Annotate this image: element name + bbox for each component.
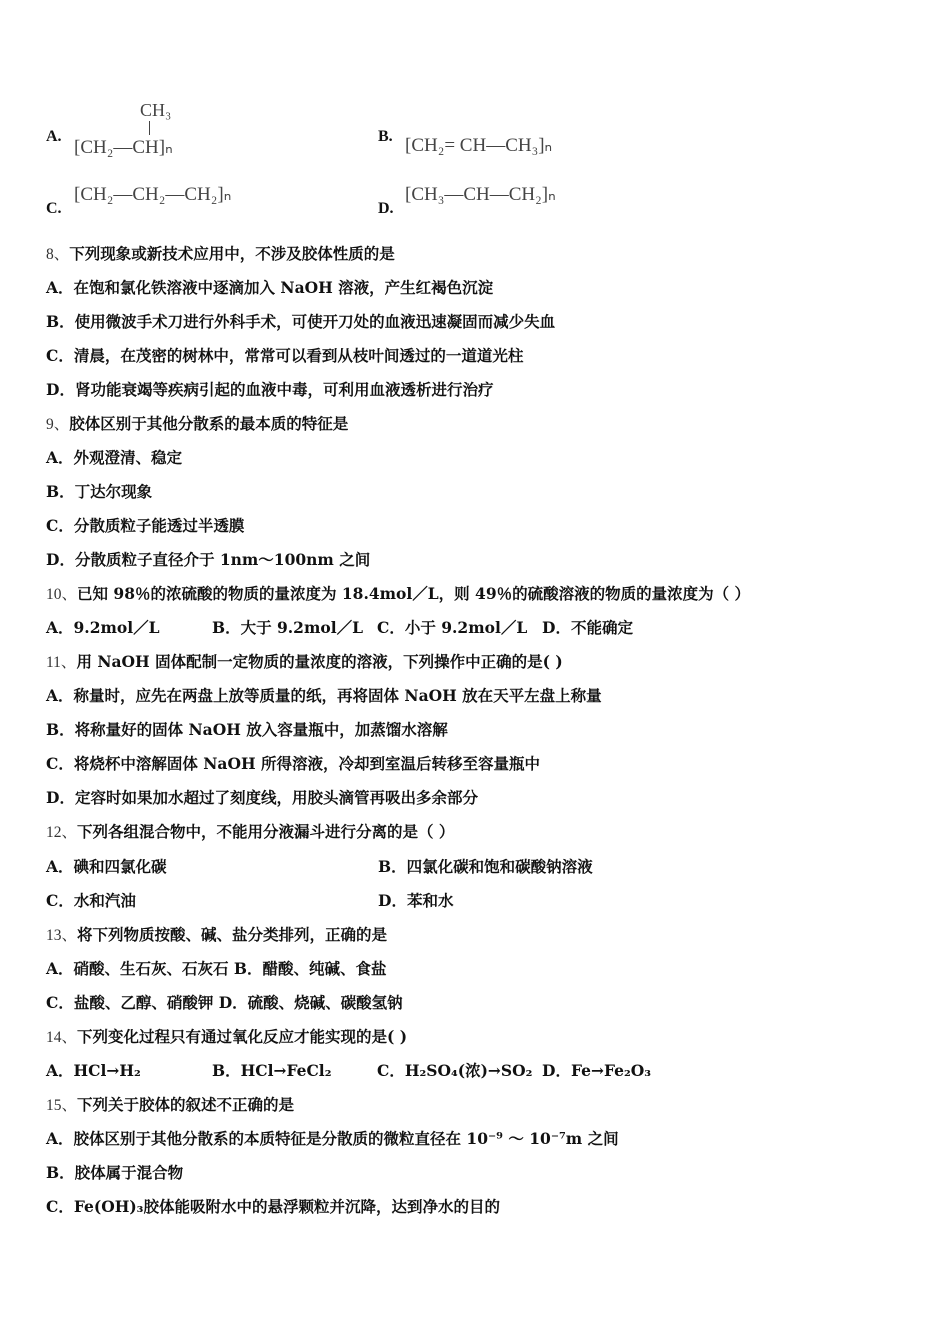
question-number: 14、: [46, 1029, 78, 1046]
question-stem: 已知 98％的浓硫酸的物质的量浓度为 18.4mol／L，则 49％的硫酸溶液的物质的量浓度为（ ）: [77, 584, 751, 603]
question-stem: 下列各组混合物中，不能用分液漏斗进行分离的是（ ）: [77, 822, 455, 841]
question-number: 15、: [46, 1097, 78, 1114]
q14-option-a: A．HCl→H₂: [46, 1061, 141, 1080]
q14-option-c: C．H₂SO₄(浓)→SO₂: [377, 1061, 533, 1080]
option-c-label: C.: [46, 200, 62, 217]
question-8: [46, 244, 395, 265]
q9-option-d: D．分散质粒子直径介于 1nm～100nm 之间: [46, 550, 371, 569]
question-13: [46, 925, 387, 946]
question-stem: 下列变化过程只有通过氧化反应才能实现的是( ): [77, 1027, 408, 1046]
q15-option-c: C．Fe(OH)₃胶体能吸附水中的悬浮颗粒并沉降，达到净水的目的: [46, 1197, 500, 1216]
q11-option-b: B．将称量好的固体 NaOH 放入容量瓶中，加蒸馏水溶解: [46, 720, 448, 739]
question-15: [46, 1095, 294, 1116]
option-a-formula: [CH₂—CH]ₙ: [74, 137, 173, 158]
option-a-label: A.: [46, 128, 62, 145]
question-stem: 胶体区别于其他分散系的最本质的特征是: [69, 414, 349, 433]
question-number: 8、: [46, 246, 70, 263]
question-number: 11、: [46, 654, 77, 671]
q11-option-d: D．定容时如果加水超过了刻度线，用胶头滴管再吸出多余部分: [46, 788, 478, 807]
option-b-label: B.: [378, 128, 393, 145]
q14-option-d: D．Fe→Fe₂O₃: [542, 1061, 652, 1080]
q12-option-c: C．水和汽油: [46, 891, 136, 910]
q12-option-b: B．四氯化碳和饱和碳酸钠溶液: [378, 857, 593, 876]
question-12: [46, 822, 454, 843]
question-stem: 将下列物质按酸、碱、盐分类排列，正确的是: [77, 925, 388, 944]
question-number: 12、: [46, 824, 78, 841]
q12-option-a: A．碘和四氯化碳: [46, 857, 167, 876]
question-number: 10、: [46, 586, 78, 603]
question-stem: 下列现象或新技术应用中，不涉及胶体性质的是: [69, 244, 395, 263]
q12-option-d: D．苯和水: [378, 891, 454, 910]
option-c-formula: [CH₂—CH₂—CH₂]ₙ: [74, 184, 232, 205]
q10-option-a: A．9.2mol／L: [46, 618, 160, 637]
bond-line: [149, 121, 150, 135]
q8-option-a: A．在饱和氯化铁溶液中逐滴加入 NaOH 溶液，产生红褐色沉淀: [46, 278, 494, 297]
q10-option-d: D．不能确定: [542, 618, 633, 637]
option-d-formula: [CH₃—CH—CH₂]ₙ: [405, 184, 556, 205]
q11-option-c: C．将烧杯中溶解固体 NaOH 所得溶液，冷却到室温后转移至容量瓶中: [46, 754, 540, 773]
q14-option-b: B．HCl→FeCl₂: [212, 1061, 332, 1080]
question-10: [46, 584, 750, 605]
option-d-label: D.: [378, 200, 394, 217]
question-14: [46, 1027, 407, 1048]
question-9: [46, 414, 348, 435]
question-stem: 用 NaOH 固体配制一定物质的量浓度的溶液，下列操作中正确的是( ): [76, 652, 563, 671]
question-stem: 下列关于胶体的叙述不正确的是: [77, 1095, 295, 1114]
q10-option-c: C．小于 9.2mol／L: [377, 618, 528, 637]
q9-option-b: B．丁达尔现象: [46, 482, 153, 501]
q10-option-b: B．大于 9.2mol／L: [212, 618, 363, 637]
q15-option-a: A．胶体区别于其他分散系的本质特征是分散质的微粒直径在 10⁻⁹ ～ 10⁻⁷m 之间: [46, 1129, 619, 1148]
q8-option-d: D．肾功能衰竭等疾病引起的血液中毒，可利用血液透析进行治疗: [46, 380, 494, 399]
q11-option-a: A．称量时，应先在两盘上放等质量的纸，再将固体 NaOH 放在天平左盘上称量: [46, 686, 602, 705]
q13-options-cd: C．盐酸、乙醇、硝酸钾 D．硫酸、烧碱、碳酸氢钠: [46, 993, 403, 1012]
question-number: 13、: [46, 927, 78, 944]
q8-option-b: B．使用微波手术刀进行外科手术，可使开刀处的血液迅速凝固而减少失血: [46, 312, 556, 331]
q13-options-ab: A．硝酸、生石灰、石灰石 B．醋酸、纯碱、食盐: [46, 959, 387, 978]
q8-option-c: C．清晨，在茂密的树林中，常常可以看到从枝叶间透过的一道道光柱: [46, 346, 524, 365]
question-11: [46, 652, 563, 673]
q15-option-b: B．胶体属于混合物: [46, 1163, 184, 1182]
q9-option-c: C．分散质粒子能透过半透膜: [46, 516, 245, 535]
option-a-branch: CH₃: [140, 100, 172, 120]
option-b-formula: [CH₂= CH—CH₃]ₙ: [405, 135, 553, 156]
question-number: 9、: [46, 416, 70, 433]
q9-option-a: A．外观澄清、稳定: [46, 448, 183, 467]
